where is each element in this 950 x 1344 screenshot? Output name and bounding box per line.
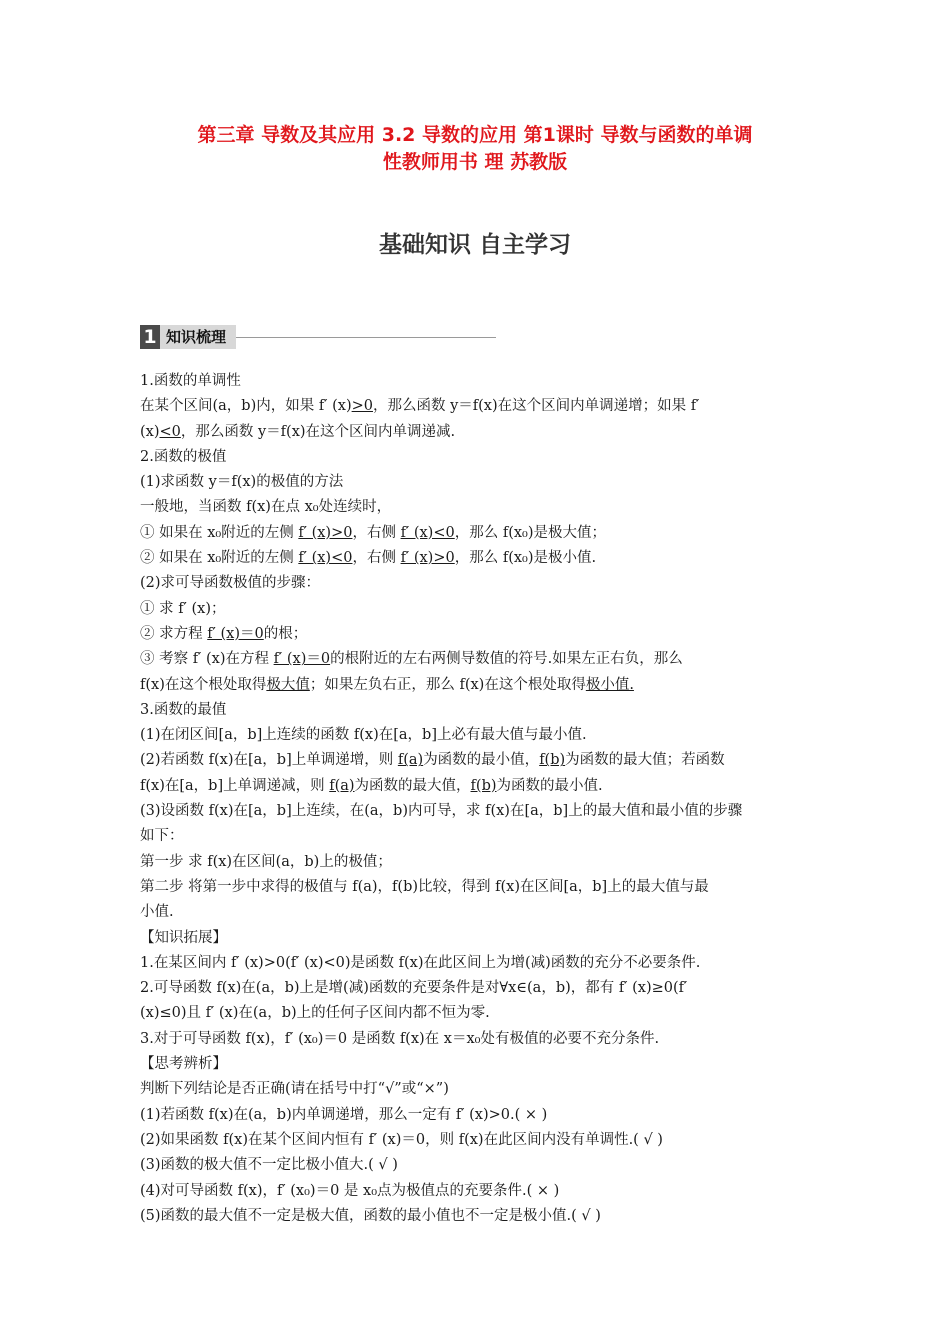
text-segment: 第二步 将第一步中求得的极值与 f(a)，f(b)比较，得到 f(x)在区间[a，b]上的最大值与最 (140, 878, 709, 895)
text-segment: (2)若函数 f(x)在[a，b]上单调递增，则 (140, 752, 398, 769)
text-line (140, 723, 820, 748)
answer-blank: f(b) (539, 752, 566, 769)
text-segment: 3.对于可导函数 f(x)，f′ (x₀)＝0 是函数 f(x)在 x＝x₀处有极值的必要不充分条件. (140, 1030, 660, 1047)
text-segment: (3)设函数 f(x)在[a，b]上连续，在(a，b)内可导，求 f(x)在[a，b]上的最大值和最小值的步骤 (140, 803, 743, 820)
text-line (140, 1128, 820, 1153)
text-line (140, 394, 820, 419)
text-segment: ，那么函数 y＝f(x)在这个区间内单调递减. (180, 423, 456, 440)
answer-blank: f′ (x)>0 (400, 550, 455, 567)
text-line (140, 1052, 820, 1077)
text-segment: 【知识拓展】 (140, 929, 227, 946)
text-segment: 第一步 求 f(x)在区间(a，b)上的极值； (140, 853, 392, 870)
text-line (140, 445, 820, 470)
text-line (140, 1153, 820, 1178)
text-segment: 如下： (140, 828, 184, 845)
section-number-badge: 1 (140, 325, 160, 349)
text-segment: 判断下列结论是否正确(请在括号中打“√”或“×”) (140, 1081, 449, 1098)
text-line (140, 420, 820, 445)
text-segment: (3)函数的极大值不一定比极小值大.( √ ) (140, 1157, 398, 1174)
text-line (140, 647, 820, 672)
text-line (140, 1204, 820, 1229)
text-line (140, 926, 820, 951)
text-line (140, 850, 820, 875)
text-segment: ② 如果在 x₀附近的左侧 (140, 550, 299, 567)
answer-blank: f(a) (397, 752, 424, 769)
text-line (140, 774, 820, 799)
document-title (120, 122, 830, 176)
answer-blank: f(b) (470, 777, 497, 794)
text-segment: ，那么 f(x₀)是极大值； (454, 524, 606, 541)
text-segment: ② 求方程 (140, 625, 208, 642)
text-line (140, 748, 820, 773)
text-segment: ① 如果在 x₀附近的左侧 (140, 524, 299, 541)
text-line (140, 622, 820, 647)
text-line (140, 470, 820, 495)
document-body (140, 369, 820, 1229)
text-line (140, 799, 820, 824)
text-line (140, 824, 820, 849)
text-line (140, 1179, 820, 1204)
text-segment: ，那么函数 y＝f(x)在这个区间内单调递增；如果 f′ (372, 398, 700, 415)
text-line (140, 976, 820, 1001)
text-line (140, 521, 820, 546)
text-segment: 为函数的最大值， (354, 777, 471, 794)
text-segment: (1)若函数 f(x)在(a，b)内单调递增，那么一定有 f′ (x)>0.( × ) (140, 1106, 548, 1123)
text-segment: f(x)在这个根处取得 (140, 676, 267, 693)
text-line (140, 673, 820, 698)
text-segment: 为函数的最小值. (496, 777, 603, 794)
text-line (140, 900, 820, 925)
answer-blank: f′ (x)<0 (298, 550, 353, 567)
text-segment: ，右侧 (352, 524, 401, 541)
title-line-2: 性教师用书 理 苏教版 (382, 151, 568, 173)
section-header (140, 324, 496, 350)
text-segment: (x) (140, 423, 160, 440)
text-line (140, 951, 820, 976)
text-segment: 的根； (263, 625, 308, 642)
section-label: 知识梳理 (160, 325, 236, 349)
text-line (140, 875, 820, 900)
text-segment: (2)求可导函数极值的步骤： (140, 575, 321, 592)
title-line-1: 第三章 导数及其应用 3.2 导数的应用 第1课时 导数与函数的单调 (197, 124, 753, 146)
text-line (140, 1001, 820, 1026)
text-line (140, 1103, 820, 1128)
text-segment: ，那么 f(x₀)是极小值. (454, 550, 597, 567)
answer-blank: f′ (x)＝0 (273, 651, 331, 668)
answer-blank: f(a) (329, 777, 355, 794)
text-segment: (1)求函数 y＝f(x)的极值的方法 (140, 474, 344, 491)
text-line (140, 698, 820, 723)
answer-blank: <0 (159, 423, 181, 440)
text-line (140, 571, 820, 596)
answer-blank: f′ (x)＝0 (207, 625, 264, 642)
text-segment: 1.在某区间内 f′ (x)>0(f′ (x)<0)是函数 f(x)在此区间上为增(减)函数的充分不必要条件. (140, 954, 701, 971)
answer-blank: >0 (351, 398, 373, 415)
section-subtitle: 基础知识 自主学习 (378, 232, 571, 258)
text-segment: (2)如果函数 f(x)在某个区间内恒有 f′ (x)＝0，则 f(x)在此区间内没有单调性.( √ ) (140, 1131, 663, 1148)
text-line (140, 546, 820, 571)
text-segment: 3.函数的最值 (140, 701, 227, 718)
answer-blank: 极小值. (585, 676, 634, 693)
text-line (140, 597, 820, 622)
text-segment: f(x)在[a，b]上单调递减，则 (140, 777, 330, 794)
text-segment: 【思考辨析】 (140, 1056, 227, 1073)
text-segment: ① 求 f′ (x)； (140, 600, 226, 617)
text-segment: 在某个区间(a，b)内，如果 f′ (x) (140, 398, 352, 415)
text-segment: 小值. (140, 904, 174, 921)
section-divider (236, 337, 496, 338)
text-line (140, 495, 820, 520)
text-line (140, 1077, 820, 1102)
answer-blank: 极大值 (266, 676, 310, 693)
answer-blank: f′ (x)<0 (400, 524, 455, 541)
text-segment: 为函数的最小值， (423, 752, 540, 769)
text-segment: 1.函数的单调性 (140, 373, 241, 389)
text-segment: (x)≤0)且 f′ (x)在(a，b)上的任何子区间内都不恒为零. (140, 1005, 490, 1022)
text-segment: 2.函数的极值 (140, 448, 227, 465)
text-segment: (1)在闭区间[a，b]上连续的函数 f(x)在[a，b]上必有最大值与最小值. (140, 727, 587, 744)
text-segment: 一般地，当函数 f(x)在点 x₀处连续时， (140, 499, 392, 516)
text-segment: ；如果左负右正，那么 f(x)在这个根处取得 (309, 676, 586, 693)
text-segment: (4)对可导函数 f(x)，f′ (x₀)＝0 是 x₀点为极值点的充要条件.( × ) (140, 1182, 560, 1199)
text-line (140, 369, 820, 394)
text-segment: ③ 考察 f′ (x)在方程 (140, 651, 274, 668)
text-segment: 2.可导函数 f(x)在(a，b)上是增(减)函数的充要条件是对∀x∈(a，b)，都有 f′ (x)≥0(f′ (140, 980, 688, 997)
answer-blank: f′ (x)>0 (298, 524, 353, 541)
text-segment: 的根附近的左右两侧导数值的符号.如果左正右负，那么 (330, 651, 683, 668)
text-segment: (5)函数的最大值不一定是极大值，函数的最小值也不一定是极小值.( √ ) (140, 1207, 601, 1224)
text-segment: ，右侧 (352, 550, 401, 567)
text-line (140, 1027, 820, 1052)
text-segment: 为函数的最大值；若函数 (565, 752, 725, 769)
